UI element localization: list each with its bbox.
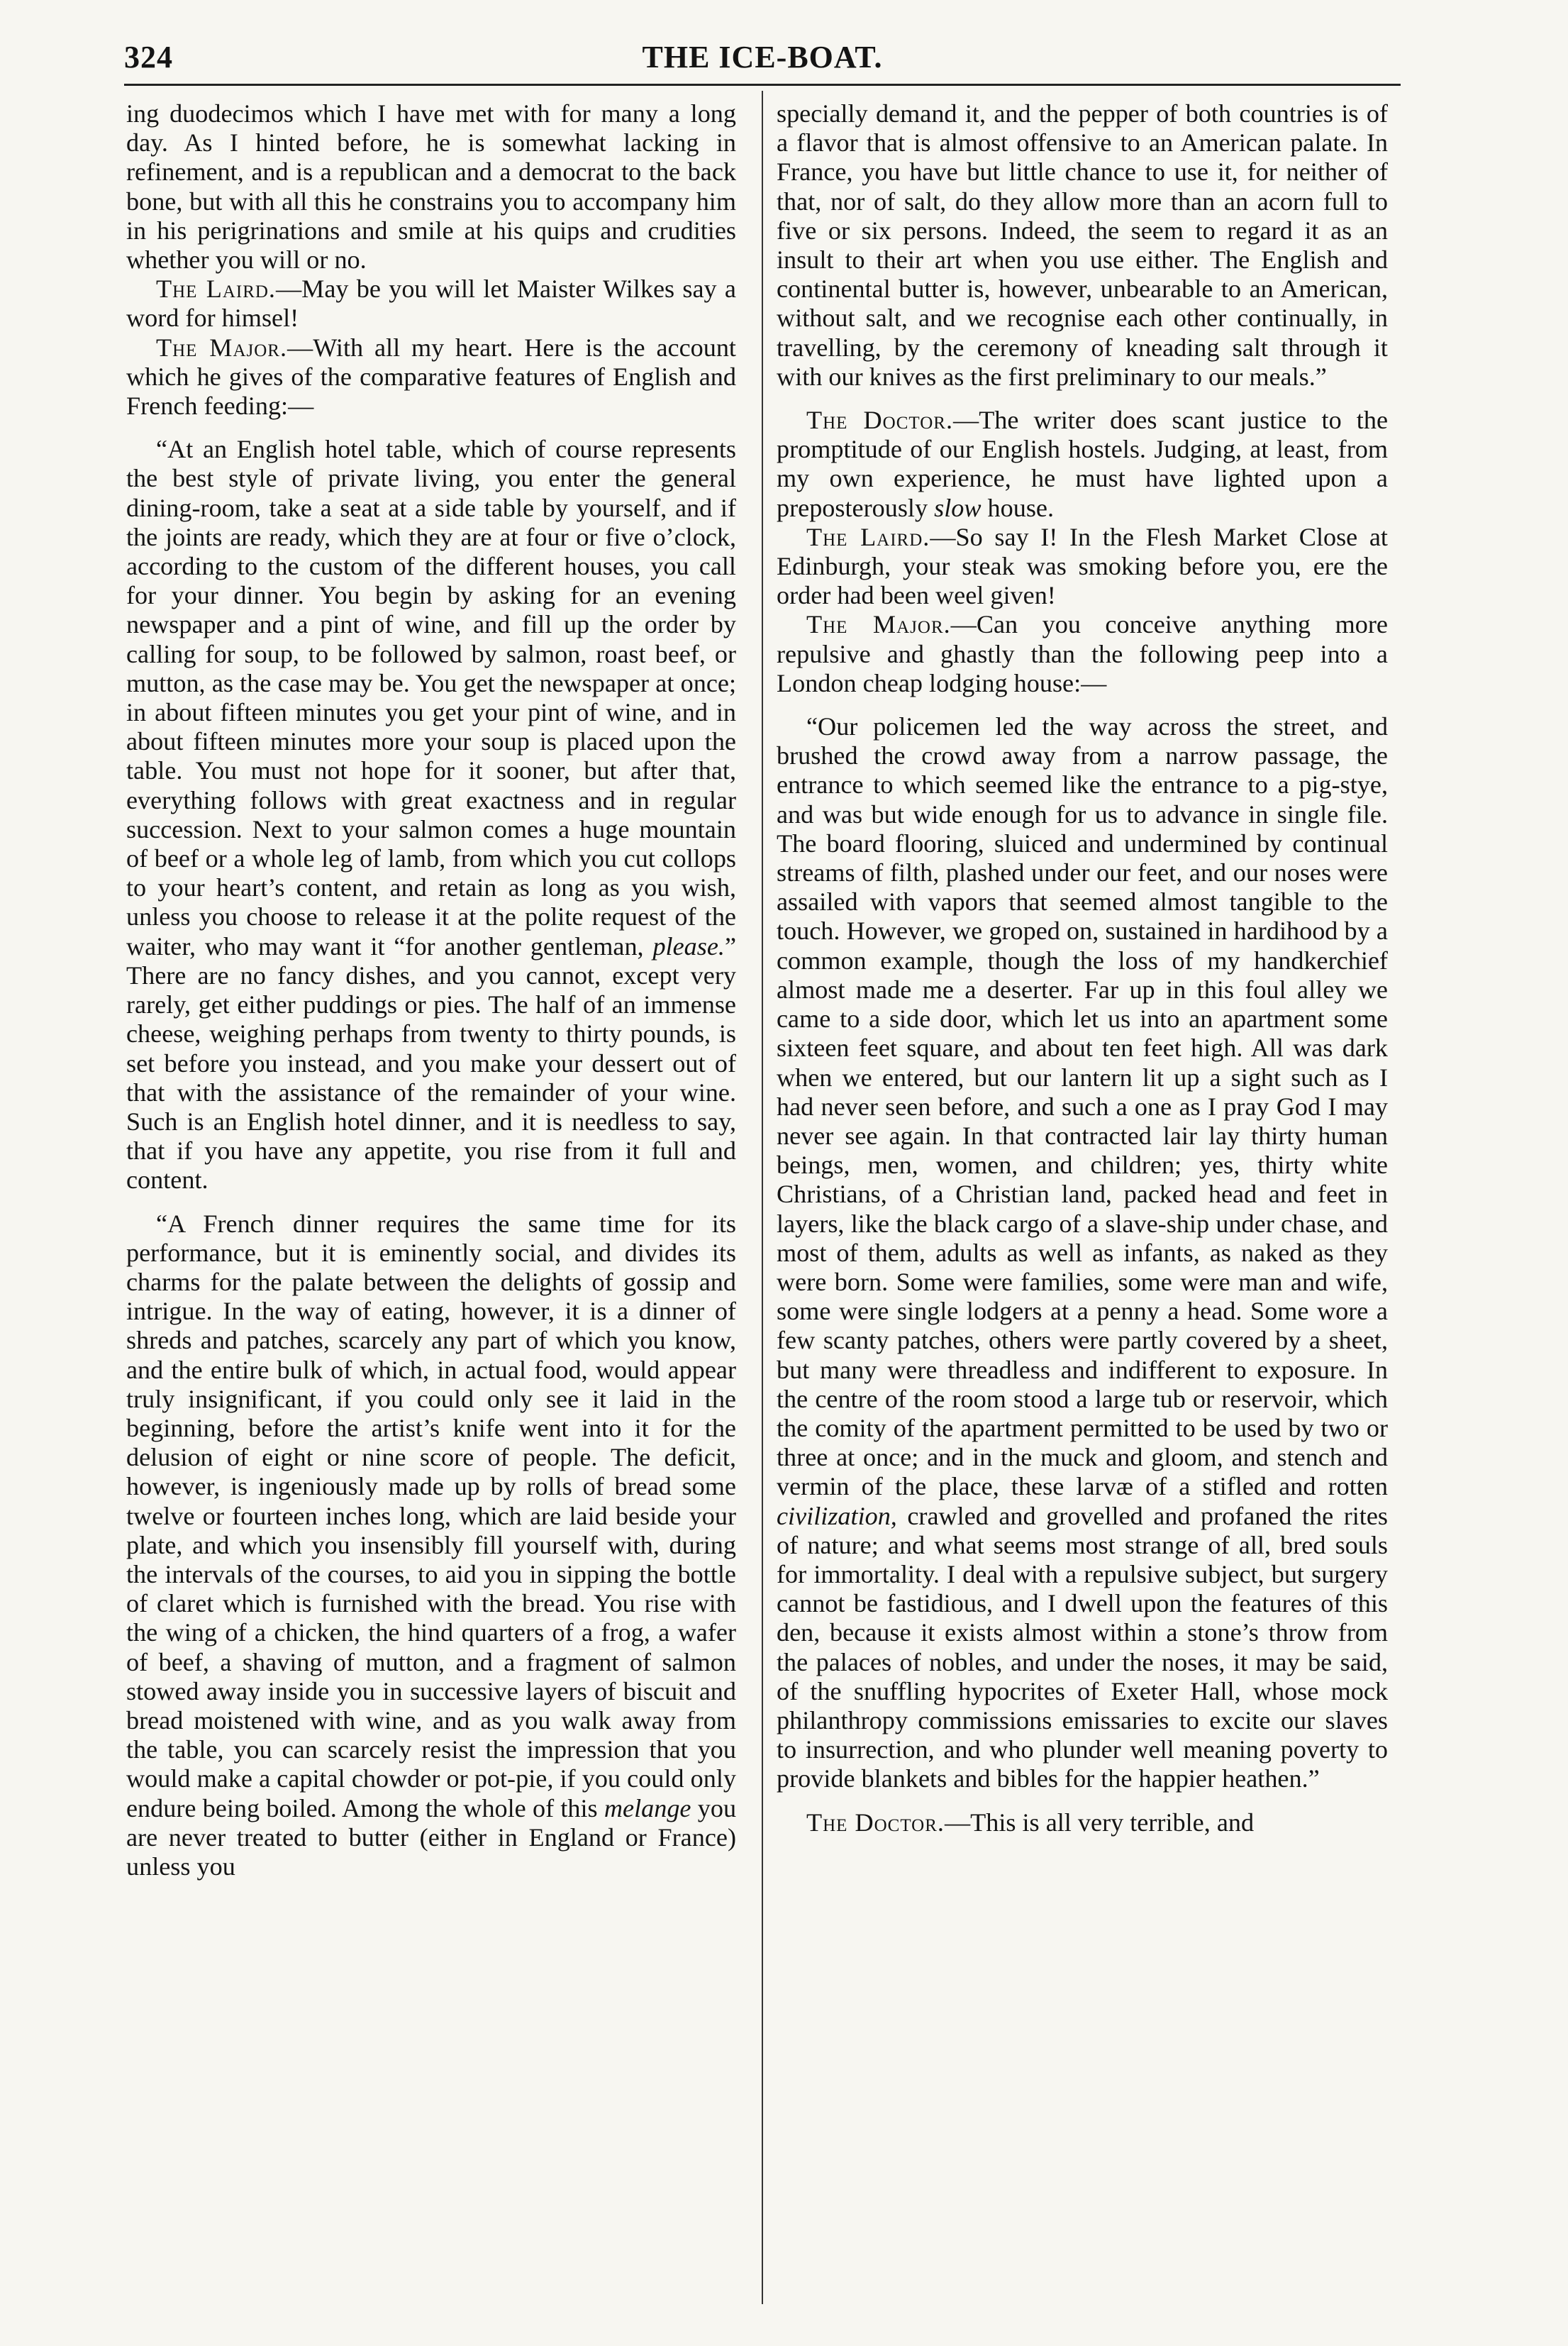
quote-text: crawled and grovelled and profaned the rites of nature; and what seems most strange of all, bred souls for immortality. I deal with a repulsive subject, but surgery cannot be fastidious, and I dwell upon the features of this den, because it exists almost within a stone’s throw from the palaces of nobles, and under the noses, it may be said, of the snuffling hypocrites of Exeter Hall, whose mock philanthropy commissions emissaries to excite our slaves to insurrection, and who plunder well meaning poverty to provide blankets and bibles for the happier heathen.” (777, 1501, 1388, 1793)
italic-text: slow (934, 493, 982, 522)
quoted-paragraph (777, 712, 1388, 1794)
page-header (124, 39, 1401, 89)
left-column (126, 99, 736, 2327)
dialogue-text: —So say I! In the Flesh Market Close at Edinburgh, your steak was smoking before you, ere the order had been weel given! (777, 522, 1388, 610)
speaker-name: The Doctor. (806, 406, 953, 435)
dialogue-text: —This is all very terrible, and (944, 1808, 1255, 1837)
quote-text: “At an English hotel table, which of course represents the best style of private living, you enter the general dining-room, take a seat at a side table by yourself, and if the joints are ready, which they are at four or five o’clock, according to the custom of the different houses, you call for your dinner. You begin by asking for an evening newspaper and a pint of wine, and fill up the order by calling for soup, to be followed by salmon, roast beef, or mutton, as the case may be. You get the newspaper at once; in about fifteen minutes you get your pint of wine, and in about fifteen minutes more your soup is placed upon the table. You must not hope for it sooner, but after that, everything follows with great exactness and in regular succession. Next to your salmon comes a huge mountain of beef or a whole leg of lamb, from which you cut collops to your heart’s content, and retain as long as you wish, unless you choose to release it at the polite request of the waiter, who may want it “for another gentleman, (126, 435, 736, 961)
dialogue-text: —Can you conceive anything more repulsive and ghastly than the following peep into a London cheap lodging house:— (777, 610, 1388, 697)
column-divider (762, 91, 763, 2304)
speaker-name: The Major. (806, 610, 951, 639)
paragraph: ing duodecimos which I have met with for many a long day. As I hinted before, he is somewhat lacking in refinement, and is a republican and a democrat to the back bone, but with all this he constrains you to accompany him in his perigrinations and smile at his quips and crudities whether you will or no. (126, 99, 736, 275)
italic-text: please. (652, 931, 725, 961)
quote-text: “A French dinner requires the same time for its performance, but it is eminently social, and divides its charms for the palate between the delights of gossip and intrigue. In the way of eating, however, it is a dinner of shreds and patches, scarcely any part of which you know, and the entire bulk of which, in actual food, would appear truly insignificant, if you could only see it laid in the beginning, before the artist’s knife went into it for the delusion of eight or nine score of people. The deficit, however, is ingeniously made up by rolls of bread some twelve or fourteen inches long, which are laid beside your plate, and which you insensibly fill yourself with, during the intervals of the courses, to aid you in sipping the bottle of claret which is furnished with the bread. You rise with the wing of a chicken, the hind quarters of a frog, a wafer of beef, a shaving of mutton, and a fragment of salmon stowed away inside you in successive layers of biscuit and bread moistened with wine, and as you walk away from the table, you can scarcely resist the impression that you would make a capital chowder or pot-pie, if you could only endure being boiled. Among the whole of this (126, 1209, 736, 1822)
dialogue-text: —With all my heart. Here is the account which he gives of the comparative features of English and French feeding:— (126, 333, 736, 421)
page-number: 324 (124, 40, 173, 74)
quote-text: “Our policemen led the way across the street, and brushed the crowd away from a narrow passage, the entrance to which seemed like the entrance to a pig-stye, and was but wide enough for us to advance in single file. The board flooring, sluiced and undermined by continual streams of filth, plashed under our feet, and our noses were assailed with vapors that seemed almost tangible to the touch. However, we groped on, sustained in hardihood by a common example, though the loss of my handkerchief almost made me a deserter. Far up in this foul alley we came to a side door, which let us into an apartment some sixteen feet square, and about ten feet high. All was dark when we entered, but our lantern lit up a sight such as I had never seen before, and such a one as I pray God I may never see again. In that contracted lair lay thirty human beings, men, women, and children; yes, thirty white Christians, of a Christian land, packed head and feet in layers, like the black cargo of a slave-ship under chase, and most of them, adults as well as infants, as naked as they were born. Some were families, some were man and wife, some were single lodgers at a penny a head. Some wore a few scanty patches, others were partly covered by a sheet, but many were threadless and indifferent to exposure. In the centre of the room stood a large tub or reservoir, which the comity of the apartment permitted to be used by two or three at once; and in the muck and gloom, and stench and vermin of the place, these larvæ of a stifled and rotten (777, 712, 1388, 1501)
paragraph: specially demand it, and the pepper of both countries is of a flavor that is almost offensive to an American palate. In France, you have but little chance to use it, for neither of that, nor of salt, do they allow more than an acorn full to five or six persons. Indeed, the seem to regard it as an insult to their art when you use either. The English and continental butter is, however, unbearable to an American, without salt, and we recognise each other continually, in travelling, by the ceremony of kneading salt through it with our knives as the first preliminary to our meals.” (777, 99, 1388, 391)
speaker-name: The Laird. (156, 275, 276, 304)
speaker-name: The Laird. (806, 522, 930, 551)
dialogue-paragraph (126, 275, 736, 333)
italic-text: melange (604, 1793, 691, 1822)
right-column (777, 99, 1388, 2327)
header-rule (124, 84, 1401, 86)
dialogue-paragraph (777, 610, 1388, 698)
quote-text: you are never treated to butter (either in England or France) unless you (126, 1793, 736, 1881)
dialogue-text: house. (987, 493, 1055, 522)
dialogue-paragraph (777, 406, 1388, 523)
dialogue-text: —The writer does scant justice to the promptitude of our English hostels. Judging, at least, from my own experience, he must have lighted upon a preposterously (777, 406, 1388, 522)
italic-text: civilization, (777, 1501, 897, 1530)
quoted-paragraph (126, 1210, 736, 1882)
dialogue-paragraph (777, 523, 1388, 611)
running-title: THE ICE-BOAT. (642, 40, 883, 74)
speaker-name: The Doctor. (806, 1808, 945, 1837)
speaker-name: The Major. (156, 333, 288, 362)
quoted-paragraph (126, 435, 736, 1195)
dialogue-paragraph (777, 1808, 1388, 1837)
dialogue-text: —May be you will let Maister Wilkes say a word for himsel! (126, 275, 736, 333)
dialogue-paragraph (126, 333, 736, 421)
quote-text: ” There are no fancy dishes, and you cannot, except very rarely, get either puddings or pies. The half of an immense cheese, weighing perhaps from twenty to thirty pounds, is set before you instead, and you make your dessert out of that with the assistance of the remainder of your wine. Such is an English hotel dinner, and it is needless to say, that if you have any appetite, you rise from it full and content. (126, 931, 736, 1195)
